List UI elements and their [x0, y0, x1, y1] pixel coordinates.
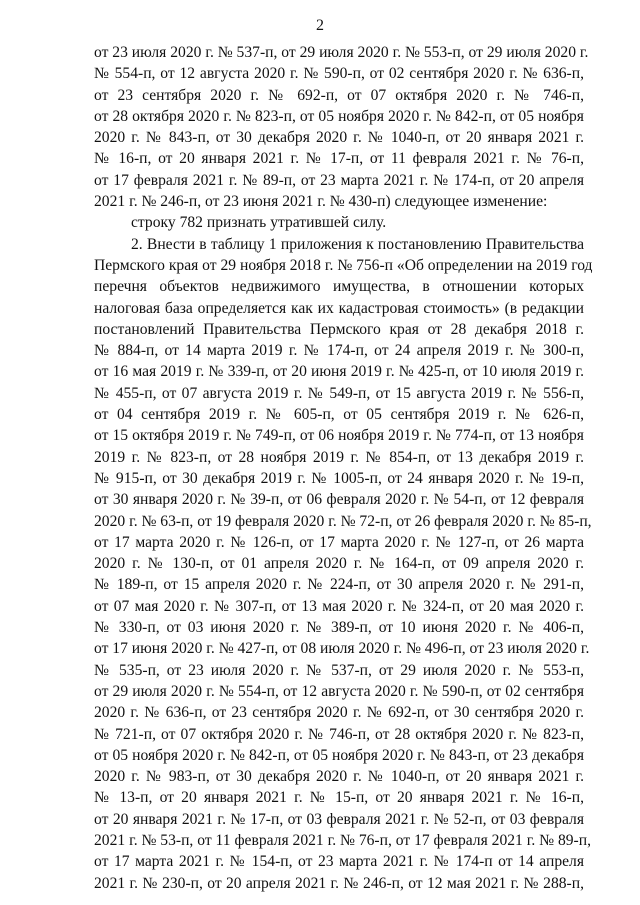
- text-line: 2021 г. № 230-п, от 20 апреля 2021 г. № 246-п, от 12 мая 2021 г. № 288-п,: [94, 874, 584, 892]
- text-line: № 189-п, от 15 апреля 2020 г. № 224-п, от 30 апреля 2020 г. № 291-п,: [94, 576, 584, 594]
- text-line: от 05 ноября 2020 г. № 842-п, от 05 ноября 2020 г. № 843-п, от 23 декабря: [94, 746, 584, 764]
- text-line: от 17 марта 2021 г. № 154-п, от 23 марта 2021 г. № 174-п от 14 апреля: [94, 853, 584, 871]
- text-line: постановлений Правительства Пермского края от 28 декабря 2018 г.: [94, 320, 584, 338]
- text-line: № 884-п, от 14 марта 2019 г. № 174-п, от 24 апреля 2019 г. № 300-п,: [94, 342, 584, 360]
- text-line: № 915-п, от 30 декабря 2019 г. № 1005-п, от 24 января 2020 г. № 19-п,: [94, 469, 584, 487]
- text-line: от 15 октября 2019 г. № 749-п, от 06 ноября 2019 г. № 774-п, от 13 ноября: [94, 427, 584, 445]
- text-line: от 07 мая 2020 г. № 307-п, от 13 мая 2020 г. № 324-п, от 20 мая 2020 г.: [94, 597, 584, 615]
- text-line: 2020 г. № 983-п, от 30 декабря 2020 г. № 1040-п, от 20 января 2021 г.: [94, 768, 584, 786]
- text-line: 2020 г. № 130-п, от 01 апреля 2020 г. № 164-п, от 09 апреля 2020 г.: [94, 555, 584, 573]
- document-body: [94, 42, 593, 894]
- text-line: 2021 г. № 53-п, от 11 февраля 2021 г. № 76-п, от 17 февраля 2021 г. № 89-п,: [94, 831, 591, 849]
- text-line: 2020 г. № 636-п, от 23 сентября 2020 г. № 692-п, от 30 сентября 2020 г.: [94, 704, 584, 722]
- page-number: 2: [316, 17, 324, 34]
- text-line: Пермского края от 29 ноября 2018 г. № 756-п «Об определении на 2019 год: [94, 256, 593, 274]
- text-line: 2021 г. № 246-п, от 23 июня 2021 г. № 430-п) следующее изменение:: [94, 193, 548, 211]
- text-line: 2. Внести в таблицу 1 приложения к постановлению Правительства: [131, 235, 584, 253]
- text-line: от 23 июля 2020 г. № 537-п, от 29 июля 2020 г. № 553-п, от 29 июля 2020 г.: [94, 44, 589, 61]
- text-line: перечня объектов недвижимого имущества, в отношении которых: [94, 278, 584, 296]
- text-line: от 04 сентября 2019 г. № 605-п, от 05 сентября 2019 г. № 626-п,: [94, 406, 584, 424]
- text-line: от 17 февраля 2021 г. № 89-п, от 23 марта 2021 г. № 174-п, от 20 апреля: [94, 171, 584, 189]
- text-line: от 20 января 2021 г. № 17-п, от 03 февраля 2021 г. № 52-п, от 03 февраля: [94, 810, 584, 828]
- text-line: от 28 октября 2020 г. № 823-п, от 05 ноября 2020 г. № 842-п, от 05 ноября: [94, 107, 584, 125]
- text-line: строку 782 признать утратившей силу.: [131, 214, 387, 232]
- text-line: от 30 января 2020 г. № 39-п, от 06 февраля 2020 г. № 54-п, от 12 февраля: [94, 491, 584, 509]
- text-line: от 23 сентября 2020 г. № 692-п, от 07 октября 2020 г. № 746-п,: [94, 86, 584, 104]
- text-line: 2020 г. № 843-п, от 30 декабря 2020 г. № 1040-п, от 20 января 2021 г.: [94, 129, 584, 147]
- text-line: от 17 июня 2020 г. № 427-п, от 08 июля 2020 г. № 496-п, от 23 июля 2020 г.: [94, 640, 590, 658]
- text-line: 2019 г. № 823-п, от 28 ноября 2019 г. № 854-п, от 13 декабря 2019 г.: [94, 448, 584, 466]
- text-line: № 535-п, от 23 июля 2020 г. № 537-п, от 29 июля 2020 г. № 553-п,: [94, 661, 584, 679]
- text-line: № 16-п, от 20 января 2021 г. № 17-п, от 11 февраля 2021 г. № 76-п,: [94, 150, 584, 168]
- text-line: № 13-п, от 20 января 2021 г. № 15-п, от 20 января 2021 г. № 16-п,: [94, 789, 584, 807]
- text-line: № 330-п, от 03 июня 2020 г. № 389-п, от 10 июня 2020 г. № 406-п,: [94, 619, 584, 637]
- text-line: 2020 г. № 63-п, от 19 февраля 2020 г. № 72-п, от 26 февраля 2020 г. № 85-п,: [94, 512, 592, 530]
- text-line: № 455-п, от 07 августа 2019 г. № 549-п, от 15 августа 2019 г. № 556-п,: [94, 384, 584, 402]
- text-line: от 17 марта 2020 г. № 126-п, от 17 марта 2020 г. № 127-п, от 26 марта: [94, 533, 584, 551]
- text-line: налоговая база определяется как их кадастровая стоимость» (в редакции: [94, 299, 584, 317]
- text-line: от 29 июля 2020 г. № 554-п, от 12 августа 2020 г. № 590-п, от 02 сентября: [94, 682, 584, 700]
- text-line: № 554-п, от 12 августа 2020 г. № 590-п, от 02 сентября 2020 г. № 636-п,: [94, 65, 584, 83]
- text-line: от 16 мая 2019 г. № 339-п, от 20 июня 2019 г. № 425-п, от 10 июля 2019 г.: [94, 363, 584, 381]
- text-line: № 721-п, от 07 октября 2020 г. № 746-п, от 28 октября 2020 г. № 823-п,: [94, 725, 584, 743]
